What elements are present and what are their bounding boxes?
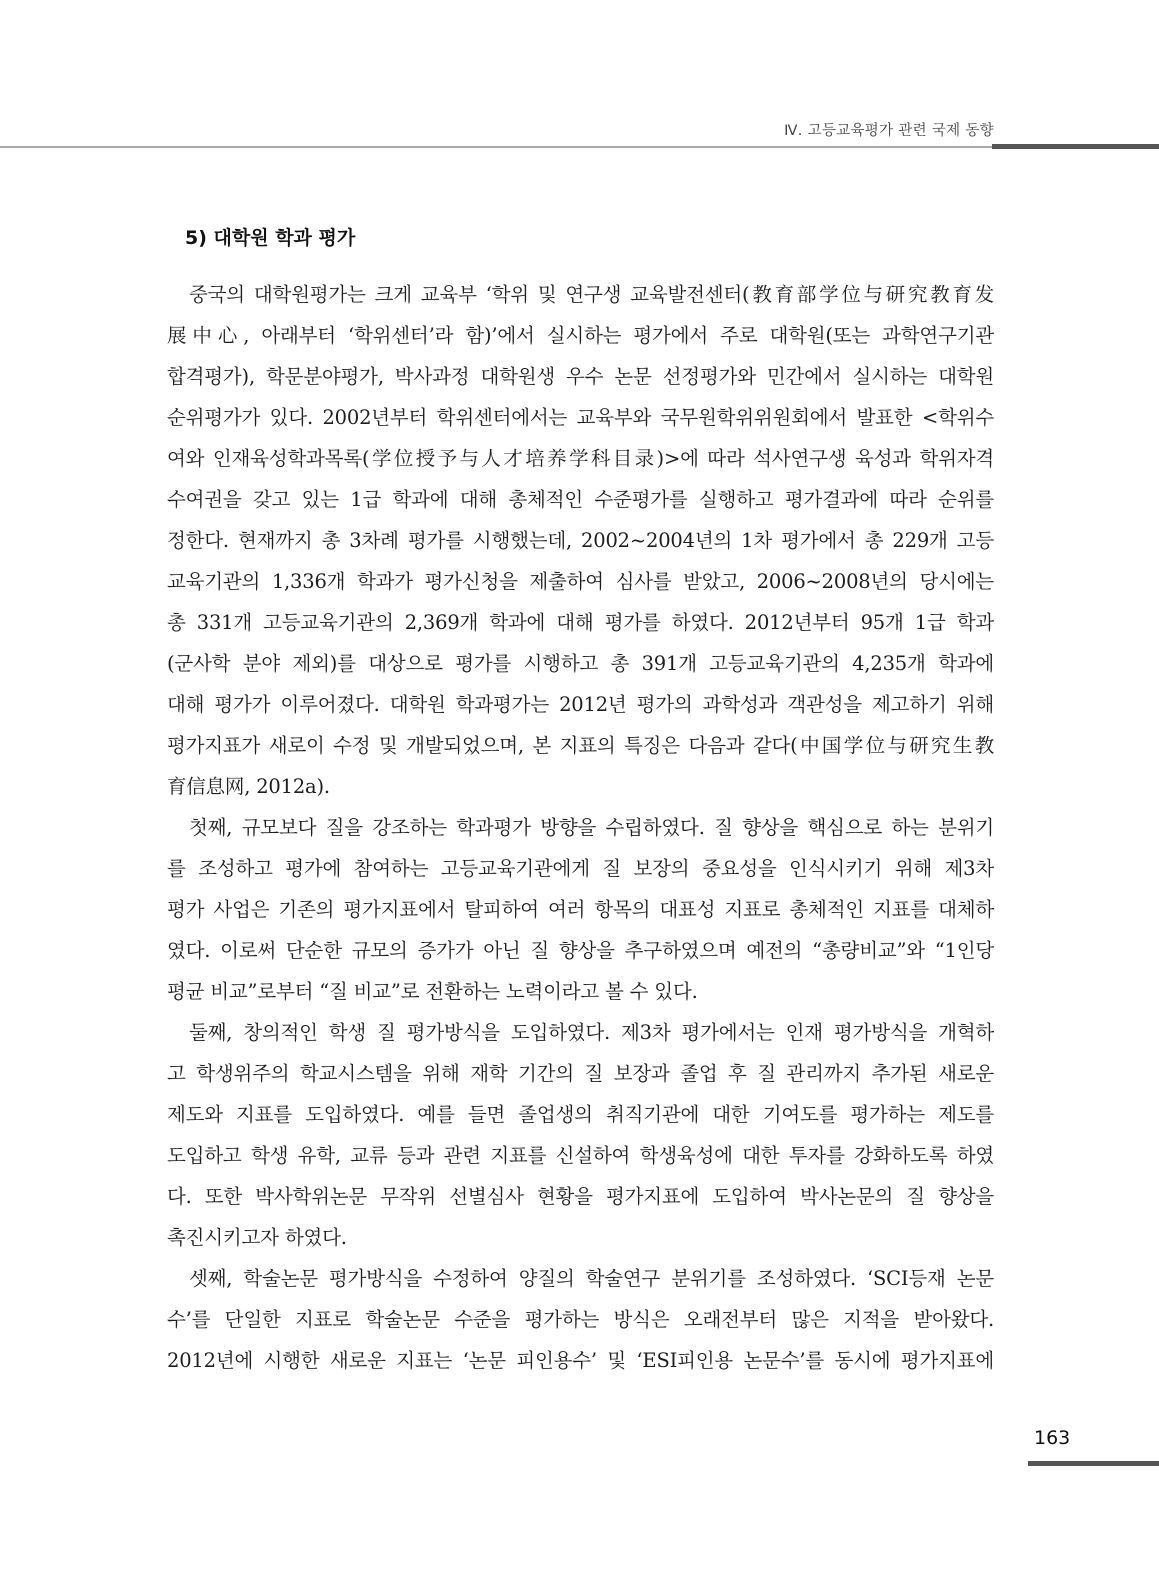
running-header: Ⅳ. 고등교육평가 관련 국제 동향 bbox=[784, 123, 994, 139]
paragraph-line: (군사학 분야 제외)를 대상으로 평가를 시행하고 총 391개 고등교육기관의 4,235개 학과에 bbox=[167, 652, 994, 675]
paragraph-line: 평균 비교”로부터 “질 비교”로 전환하는 노력이라고 볼 수 있다. bbox=[167, 980, 698, 1003]
page-number: 163 bbox=[1034, 1427, 1071, 1449]
paragraph-line: 고 학생위주의 학교시스템을 위해 재학 기간의 질 보장과 졸업 후 질 관리까지 추가된 새로운 bbox=[167, 1062, 994, 1085]
body-text bbox=[167, 274, 994, 1381]
paragraph-line: 2012년에 시행한 새로운 지표는 ‘논문 피인용수’ 및 ‘ESI피인용 논문수’를 동시에 평가지표에 bbox=[167, 1349, 994, 1372]
paragraph-line: 첫째, 규모보다 질을 강조하는 학과평가 방향을 수립하였다. 질 향상을 핵심으로 하는 분위기 bbox=[189, 816, 994, 839]
header-rule bbox=[0, 146, 992, 148]
paragraph-line: 育信息网, 2012a). bbox=[167, 775, 330, 798]
paragraph-line: 수’를 단일한 지표로 학술논문 수준을 평가하는 방식은 오래전부터 많은 지적을 받아왔다. bbox=[167, 1308, 994, 1331]
paragraph-line: 교육기관의 1,336개 학과가 평가신청을 제출하여 심사를 받았고, 2006~2008년의 당시에는 bbox=[167, 570, 994, 593]
paragraph-line: 였다. 이로써 단순한 규모의 증가가 아닌 질 향상을 추구하였으며 예전의 “총량비교”와 “1인당 bbox=[167, 939, 994, 962]
paragraph-line: 평가지표가 새로이 수정 및 개발되었으며, 본 지표의 특징은 다음과 같다(中国学位与研究生教 bbox=[167, 734, 994, 757]
paragraph-line: 셋째, 학술논문 평가방식을 수정하여 양질의 학술연구 분위기를 조성하였다. ‘SCI등재 논문 bbox=[189, 1267, 994, 1290]
header-rule-accent bbox=[992, 144, 1159, 149]
paragraph-line: 순위평가가 있다. 2002년부터 학위센터에서는 교육부와 국무원학위위원회에서 발표한 <학위수 bbox=[167, 406, 994, 429]
paragraph-line: 여와 인재육성학과목록(学位授予与人才培养学科目录)>에 따라 석사연구생 육성과 학위자격 bbox=[167, 447, 994, 470]
paragraph-line: 촉진시키고자 하였다. bbox=[167, 1226, 347, 1249]
paragraph-line: 중국의 대학원평가는 크게 교육부 ‘학위 및 연구생 교육발전센터(教育部学位与研究教育发 bbox=[189, 283, 994, 306]
paragraph-line: 다. 또한 박사학위논문 무작위 선별심사 현황을 평가지표에 도입하여 박사논문의 질 향상을 bbox=[167, 1185, 994, 1208]
paragraph-line: 총 331개 고등교육기관의 2,369개 학과에 대해 평가를 하였다. 2012년부터 95개 1급 학과 bbox=[167, 611, 994, 634]
paragraph-line: 합격평가), 학문분야평가, 박사과정 대학원생 우수 논문 선정평가와 민간에서 실시하는 대학원 bbox=[167, 365, 994, 388]
paragraph-line: 제도와 지표를 도입하였다. 예를 들면 졸업생의 취직기관에 대한 기여도를 평가하는 제도를 bbox=[167, 1103, 994, 1126]
paragraph-line: 둘째, 창의적인 학생 질 평가방식을 도입하였다. 제3차 평가에서는 인재 평가방식을 개혁하 bbox=[189, 1021, 994, 1044]
paragraph-line: 를 조성하고 평가에 참여하는 고등교육기관에게 질 보장의 중요성을 인식시키기 위해 제3차 bbox=[167, 857, 994, 880]
paragraph-line: 展中心, 아래부터 ‘학위센터’라 함)’에서 실시하는 평가에서 주로 대학원(또는 과학연구기관 bbox=[167, 324, 994, 347]
paragraph-line: 대해 평가가 이루어졌다. 대학원 학과평가는 2012년 평가의 과학성과 객관성을 제고하기 위해 bbox=[167, 693, 994, 716]
footer-rule bbox=[1028, 1461, 1159, 1466]
paragraph-line: 정한다. 현재까지 총 3차례 평가를 시행했는데, 2002~2004년의 1차 평가에서 총 229개 고등 bbox=[167, 529, 994, 552]
paragraph-line: 수여권을 갖고 있는 1급 학과에 대해 총체적인 수준평가를 실행하고 평가결과에 따라 순위를 bbox=[167, 488, 994, 511]
paragraph-line: 평가 사업은 기존의 평가지표에서 탈피하여 여러 항목의 대표성 지표로 총체적인 지표를 대체하 bbox=[167, 898, 994, 921]
section-title: 5) 대학원 학과 평가 bbox=[185, 227, 356, 249]
paragraph-line: 도입하고 학생 유학, 교류 등과 관련 지표를 신설하여 학생육성에 대한 투자를 강화하도록 하였 bbox=[167, 1144, 994, 1167]
